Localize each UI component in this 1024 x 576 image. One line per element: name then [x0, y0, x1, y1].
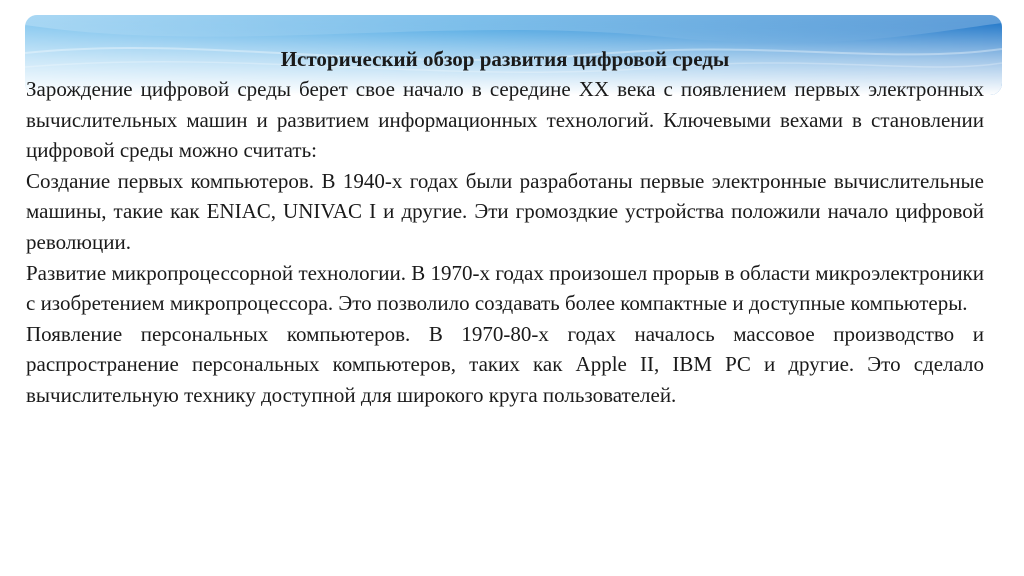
- slide-title: Исторический обзор развития цифровой среды: [280, 47, 730, 71]
- paragraph-personal-computers: Появление персональных компьютеров. В 1970-80-х годах началось массовое производство и распространение персональных компьютеров, таких как Apple II, IBM PC и другие. Это сделало вычислительную технику доступной для широкого круга пользователей.: [26, 321, 984, 407]
- paragraph-first-computers: Создание первых компьютеров. В 1940-х годах были разработаны первые электронные вычислительные машины, такие как ENIAC, UNIVAC I и другие. Эти громоздкие устройства положили начало цифровой революции.: [26, 168, 984, 254]
- paragraph-intro: Зарождение цифровой среды берет свое начало в середине XX века с появлением первых электронных вычислительных машин и развитием информационных технологий. Ключевыми вехами в становлении цифровой среды можно считать:: [26, 77, 984, 163]
- paragraph-microprocessors: Развитие микропроцессорной технологии. В 1970-х годах произошел прорыв в области микроэлектроники с изобретением микропроцессора. Это позволило создавать более компактные и доступные компьютеры.: [26, 260, 984, 316]
- slide-content: [26, 44, 984, 411]
